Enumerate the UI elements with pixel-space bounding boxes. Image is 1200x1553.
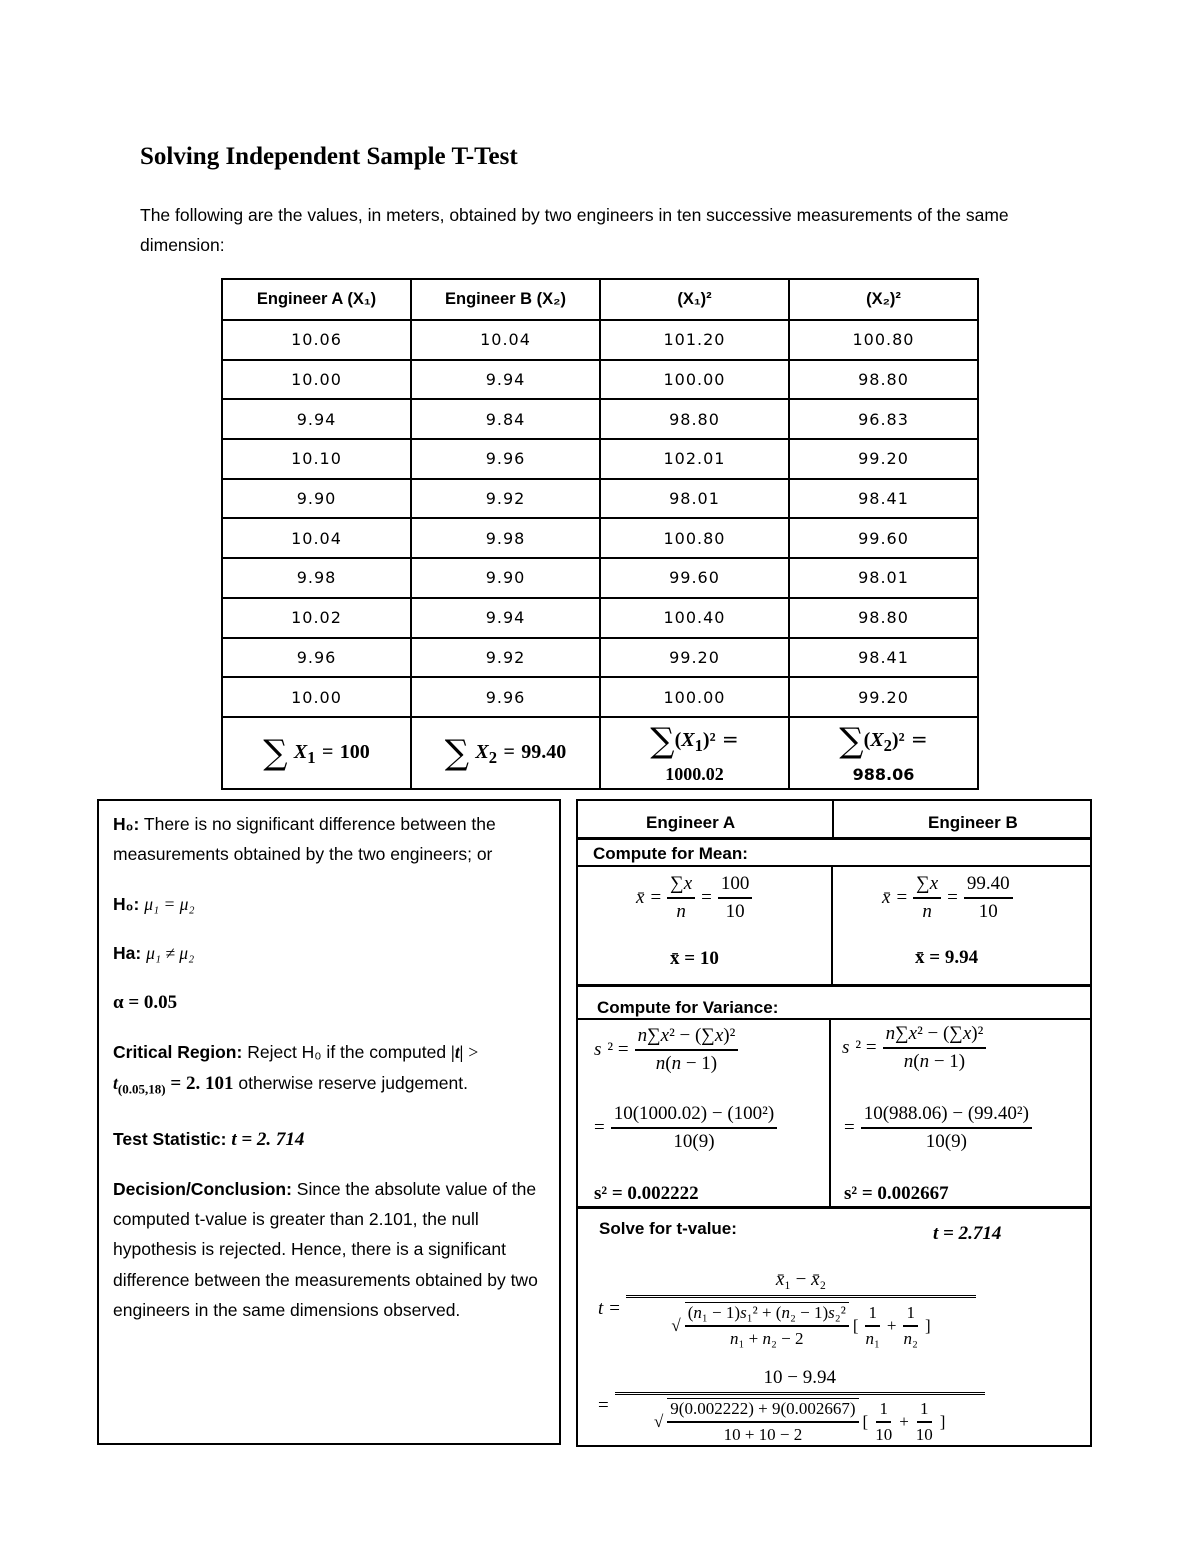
- measurements-table: [221, 278, 979, 790]
- alpha-level: α = 0.05: [113, 992, 178, 1014]
- table-cell: 9.90: [411, 558, 600, 598]
- page-title: Solving Independent Sample T-Test: [140, 143, 518, 170]
- table-cell: 9.92: [411, 479, 600, 519]
- table-cell: 98.80: [789, 598, 978, 638]
- divider: [829, 1018, 831, 1208]
- variance-substitution-b: = $\frac{\text{10(988.06) − (99.40²)}}{10(9)}$: [844, 1103, 1032, 1153]
- table-cell: 9.94: [222, 399, 411, 439]
- null-hypothesis-statement: H₀: There is no significant difference between the measurements obtained by the two engineers; or: [113, 814, 496, 865]
- table-row: [222, 399, 978, 439]
- sum-x2: ∑ $X_2 = 99.40$: [411, 717, 600, 789]
- table-cell: 99.20: [789, 677, 978, 717]
- table-cell: 98.80: [600, 399, 789, 439]
- table-cell: 100.40: [600, 598, 789, 638]
- variance-formula-a: s ² = $\frac{\text{n∑x² − (∑x)²}}{n(n - 1)}$: [594, 1025, 738, 1075]
- table-row: [222, 598, 978, 638]
- table-cell: 9.92: [411, 638, 600, 678]
- alternative-hypothesis: Ha: μ₁ ≠ μ₂: [113, 942, 195, 963]
- table-cell: 98.41: [789, 638, 978, 678]
- test-statistic: Test Statistic: t = 2. 714: [113, 1128, 305, 1150]
- table-cell: 99.20: [789, 439, 978, 479]
- hypothesis-box: [97, 799, 561, 1445]
- divider: [578, 837, 1090, 840]
- table-cell: 9.94: [411, 598, 600, 638]
- table-cell: 100.00: [600, 360, 789, 400]
- table-row: [222, 439, 978, 479]
- table-cell: 98.41: [789, 479, 978, 519]
- table-cell: 102.01: [600, 439, 789, 479]
- variance-section-label: Compute for Variance:: [597, 998, 779, 1017]
- table-row: [222, 360, 978, 400]
- t-formula: t = x̄₁ − x̄₂ √ $\frac{\text{(n₁ − 1)s₁² + (n₂ − 1)s₂²}}{\text{n₁ + n₂ − 2}}$ [ $\frac{1}{\text{n₁}}$ + $\frac{1}{\text{n₂}}$ ]: [598, 1269, 976, 1349]
- table-row: [222, 638, 978, 678]
- null-hypothesis-formula: H₀: μ₁ = μ₂: [113, 893, 195, 914]
- table-cell: 9.98: [222, 558, 411, 598]
- column-label-engineer-b: Engineer B: [928, 813, 1018, 832]
- table-header-row: [222, 279, 978, 320]
- sum-x1-squared: $\sum(X_1)^2$ = 1000.02: [600, 717, 789, 789]
- table-row: [222, 320, 978, 360]
- variance-substitution-a: = $\frac{\text{10(1000.02) − (100²)}}{10(9)}$: [594, 1103, 777, 1153]
- table-body: [222, 320, 978, 717]
- column-label-engineer-a: Engineer A: [646, 813, 736, 832]
- decision-conclusion: Decision/Conclusion: Since the absolute value of the computed t-value is greater than 2.101, the null hypothesis is rejected. Hence, there is a significant difference between the measurements obtained by two engineers in the same dimensions observed.: [113, 1178, 538, 1321]
- critical-region: Critical Region: Reject H₀ if the computed |t| > $t_{(0.05,18)} = 2$. 101 otherwise reserve judgement.: [113, 1042, 479, 1097]
- table-cell: 10.04: [411, 320, 600, 360]
- table-cell: 9.94: [411, 360, 600, 400]
- divider: [578, 1018, 1090, 1020]
- table-cell: 9.96: [411, 439, 600, 479]
- table-cell: 99.60: [789, 518, 978, 558]
- mean-result-b: x̄ = 9.94: [915, 947, 979, 968]
- table-row: [222, 518, 978, 558]
- divider: [578, 1206, 1090, 1209]
- table-cell: 96.83: [789, 399, 978, 439]
- mean-formula-b: x̄ = $\frac{\sum x}{n}$ = $\frac{99.40}{10}$: [882, 873, 1013, 923]
- table-cell: 9.84: [411, 399, 600, 439]
- table-row: [222, 479, 978, 519]
- divider: [831, 865, 833, 985]
- computation-panel: [576, 799, 1092, 1447]
- t-value-result: t = 2.714: [933, 1223, 1002, 1244]
- header-engineer-b: Engineer B (X₂): [411, 279, 600, 320]
- table-cell: 98.01: [789, 558, 978, 598]
- table-cell: 98.80: [789, 360, 978, 400]
- table-cell: 100.80: [789, 320, 978, 360]
- t-substitution: = 10 − 9.94 √ $\frac{9(0.002222) + 9(0.002667)}{10 + 10 - 2}$ [ $\frac{1}{10}$ + $\frac{1}{10}$ ]: [598, 1367, 985, 1445]
- table-row: [222, 558, 978, 598]
- header-x1-squared: (X₁)²: [600, 279, 789, 320]
- table-cell: 9.96: [411, 677, 600, 717]
- table-cell: 100.00: [600, 677, 789, 717]
- intro-paragraph: The following are the values, in meters, obtained by two engineers in ten successive measurements of the same dimension:: [140, 205, 1009, 255]
- table-sum-row: [222, 717, 978, 789]
- variance-result-b: s² = 0.002667: [844, 1183, 949, 1204]
- table-cell: 98.01: [600, 479, 789, 519]
- sum-x1: ∑ $X_1 = 100$: [222, 717, 411, 789]
- sum-x2-squared: $\sum(X_2)^2$ = 988.06: [789, 717, 978, 789]
- table-cell: 101.20: [600, 320, 789, 360]
- table-cell: 9.90: [222, 479, 411, 519]
- table-cell: 10.02: [222, 598, 411, 638]
- table-cell: 100.80: [600, 518, 789, 558]
- table-cell: 10.10: [222, 439, 411, 479]
- t-value-section-label: Solve for t-value:: [599, 1219, 737, 1238]
- mean-result-a: x̄ = 10: [670, 948, 719, 969]
- table-row: [222, 677, 978, 717]
- table-cell: 9.98: [411, 518, 600, 558]
- mean-section-label: Compute for Mean:: [593, 844, 748, 863]
- table-cell: 9.96: [222, 638, 411, 678]
- header-engineer-a: Engineer A (X₁): [222, 279, 411, 320]
- table-cell: 99.20: [600, 638, 789, 678]
- variance-result-a: s² = 0.002222: [594, 1183, 699, 1204]
- table-cell: 99.60: [600, 558, 789, 598]
- divider: [832, 801, 834, 838]
- mean-formula-a: x̄ = $\frac{\sum x}{n}$ = $\frac{100}{10}$: [636, 873, 752, 923]
- table-cell: 10.06: [222, 320, 411, 360]
- table-cell: 10.04: [222, 518, 411, 558]
- table-cell: 10.00: [222, 677, 411, 717]
- header-x2-squared: (X₂)²: [789, 279, 978, 320]
- divider: [578, 984, 1090, 987]
- variance-formula-b: s ² = $\frac{\text{n∑x² − (∑x)²}}{n(n - 1)}$: [842, 1023, 986, 1073]
- table-cell: 10.00: [222, 360, 411, 400]
- divider: [578, 865, 1090, 867]
